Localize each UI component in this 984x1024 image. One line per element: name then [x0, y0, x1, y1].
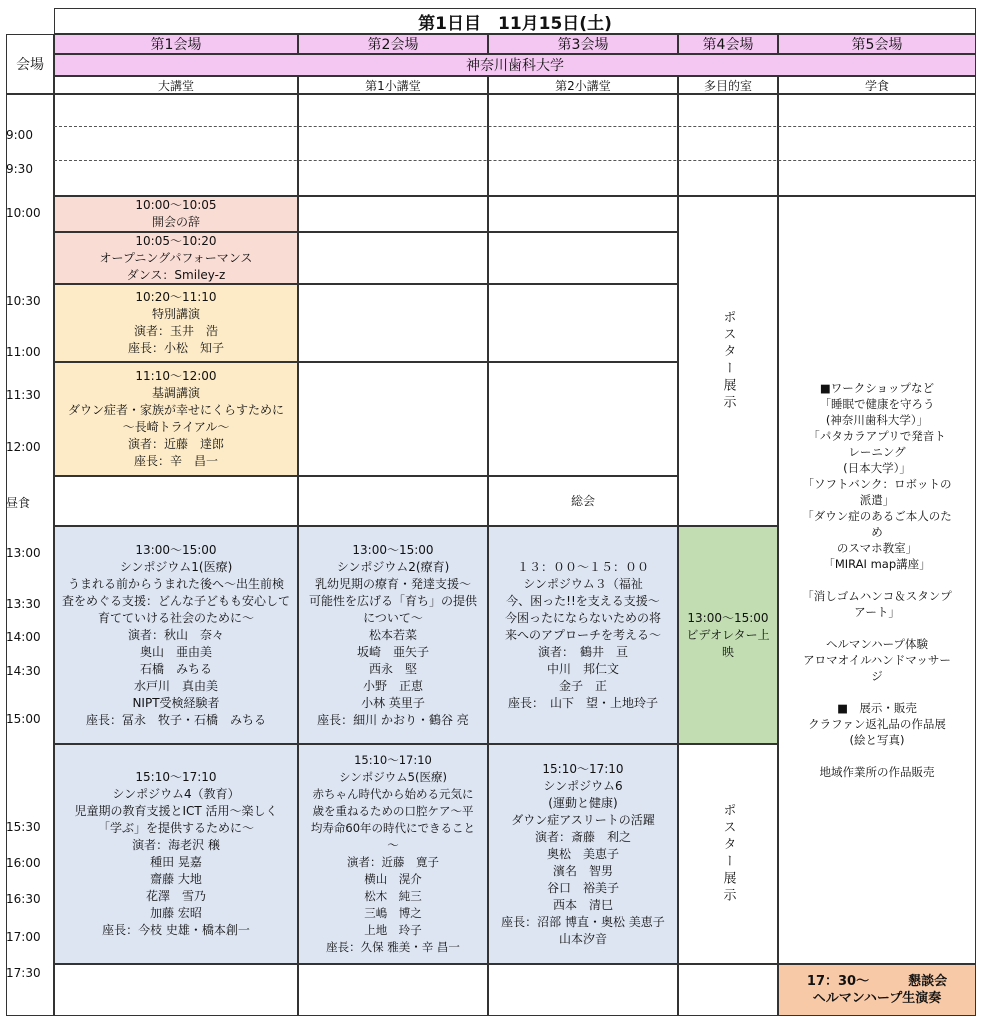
hall-1-evening-empty [54, 964, 298, 1016]
special-lecture: 10:20～11:10 特別講演 演者：玉井 浩 座長：小松 知子 [54, 284, 298, 362]
hall-2-empty-c [298, 284, 488, 362]
symposium-1: 13:00～15:00 シンポジウム1(医療) うまれる前からうまれた後へ～出生前検 査をめぐる支援：どんな子どもも安心して 育てていける社会のために～ 演者：秋山 奈々 奥山 亜由美 石橋 みちる 水戸川 真由美 NIPT受検経験者 座長：冨永 牧子・石橋 みちる [54, 526, 298, 744]
hall-3-header: 第3会場 [488, 34, 678, 54]
time-1300: 13:00 [6, 546, 41, 560]
symposium-5: 15:10～17:10 シンポジウム5(医療) 赤ちゃん時代から始める元気に 歳を重ねるための口腔ケア～平 均寿命60年の時代にできること ～ 演者：近藤 寛子 横山 滉介 松木 純三 三嶋 博之 上地 玲子 座長：久保 雅美・辛 昌一 [298, 744, 488, 964]
hall-2-empty-a [298, 196, 488, 232]
time-1700: 17:00 [6, 930, 41, 944]
hall-2-morning-empty [298, 94, 488, 196]
room-hall-1: 大講堂 [54, 76, 298, 94]
hall-2-header: 第2会場 [298, 34, 488, 54]
opening-performance: 10:05～10:20 オープニングパフォーマンス ダンス：Smiley-z [54, 232, 298, 284]
university-banner: 神奈川歯科大学 [54, 54, 976, 76]
room-hall-2: 第1小講堂 [298, 76, 488, 94]
hall-3-evening-empty [488, 964, 678, 1016]
venue-label-cell [6, 34, 54, 94]
hall-5-morning-empty [778, 94, 976, 196]
time-1630: 16:30 [6, 892, 41, 906]
hall-3-empty-d [488, 362, 678, 476]
dashed-line-900 [54, 126, 976, 127]
hall-2-lunch-empty [298, 476, 488, 526]
hall-4-evening-empty [678, 964, 778, 1016]
time-900: 9:00 [6, 128, 33, 142]
time-1330: 13:30 [6, 597, 41, 611]
symposium-3: １３：００～１５：００ シンポジウム３（福祉 今、困った!!を支える支援～ 今困ったにならないための将 来へのアプローチを考える～ 演者： 鶴井 亘 中川 邦仁文 金子 正 座長： 山下 望・上地玲子 [488, 526, 678, 744]
hall-1-morning-empty [54, 94, 298, 196]
time-1530: 15:30 [6, 820, 41, 834]
room-hall-3: 第2小講堂 [488, 76, 678, 94]
venue-label: 会場 [16, 57, 44, 73]
workshops-and-sales: ■ワークショップなど 「睡眠で健康を守ろう (神奈川歯科大学）」 「パタカラアプリで発音ト レーニング (日本大学）」 「ソフトバンク：ロボットの 派遣」 「ダウン症のあるご本人のた め のスマホ教室」 「MIRAI map講座」 「消しゴムハンコ＆スタンプ アート」 ヘルマンハープ体験 アロマオイルハンドマッサー ジ ■ 展示・販売 クラファン返礼品の作品展 (絵と写真) 地域作業所の作品販売 [778, 196, 976, 964]
dashed-line-930 [54, 160, 976, 161]
symposium-2: 13:00～15:00 シンポジウム2(療育) 乳幼児期の療育・発達支援～ 可能性を広げる「育ち」の提供 について～ 松本若菜 坂崎 亜矢子 西永 堅 小野 正恵 小林 英里子 座長：細川 かおり・鶴谷 亮 [298, 526, 488, 744]
keynote-lecture: 11:10～12:00 基調講演 ダウン症者・家族が幸せにくらすために ～長崎トライアル～ 演者：近藤 達郎 座長：辛 昌一 [54, 362, 298, 476]
time-1400: 14:00 [6, 630, 41, 644]
time-1730: 17:30 [6, 966, 41, 980]
hall-4-morning-empty [678, 94, 778, 196]
poster-exhibit-1 [678, 196, 778, 526]
hall-3-empty-a [488, 196, 678, 232]
room-hall-4: 多目的室 [678, 76, 778, 94]
hall-5-header: 第5会場 [778, 34, 976, 54]
opening-remarks: 10:00～10:05 開会の辞 [54, 196, 298, 232]
symposium-6: 15:10～17:10 シンポジウム6 (運動と健康) ダウン症アスリートの活躍 演者：斎藤 利之 奥松 美恵子 濱名 智男 谷口 裕美子 西本 清巳 座長：沼部 博直・奥松 美恵子 山本汐音 [488, 744, 678, 964]
time-1200: 12:00 [6, 440, 41, 454]
poster-exhibit-2-label: ポスター展示 [720, 803, 736, 905]
hall-1-lunch-empty [54, 476, 298, 526]
hall-2-empty-b [298, 232, 488, 284]
poster-exhibit-1-label: ポスター展示 [720, 310, 736, 412]
time-930: 9:30 [6, 162, 33, 176]
time-1100: 11:00 [6, 345, 41, 359]
time-1600: 16:00 [6, 856, 41, 870]
hall-3-empty-c [488, 284, 678, 362]
time-1030: 10:30 [6, 294, 41, 308]
hall-2-empty-d [298, 362, 488, 476]
video-letter: 13:00～15:00 ビデオレター上 映 [678, 526, 778, 744]
hall-4-header: 第4会場 [678, 34, 778, 54]
hall-1-header: 第1会場 [54, 34, 298, 54]
time-1500: 15:00 [6, 712, 41, 726]
hall-3-morning-empty [488, 94, 678, 196]
time-1430: 14:30 [6, 664, 41, 678]
poster-exhibit-2 [678, 744, 778, 964]
hall-3-empty-b [488, 232, 678, 284]
page-title: 第1日目 11月15日(土) [54, 8, 976, 34]
time-1000: 10:00 [6, 206, 41, 220]
lunch-label: 昼食 [6, 496, 31, 510]
symposium-4: 15:10～17:10 シンポジウム4（教育） 児童期の教育支援とICT 活用～楽しく 「学ぶ」を提供するために～ 演者：海老沢 穣 種田 晃嘉 齋藤 大地 花澤 雪乃 加藤 宏昭 座長：今枝 史雄・橋本創一 [54, 744, 298, 964]
time-1130: 11:30 [6, 388, 41, 402]
social-gathering: 17：30～ 懇談会 ヘルマンハープ生演奏 [778, 964, 976, 1016]
general-meeting: 総会 [488, 476, 678, 526]
room-hall-5: 学食 [778, 76, 976, 94]
hall-2-evening-empty [298, 964, 488, 1016]
